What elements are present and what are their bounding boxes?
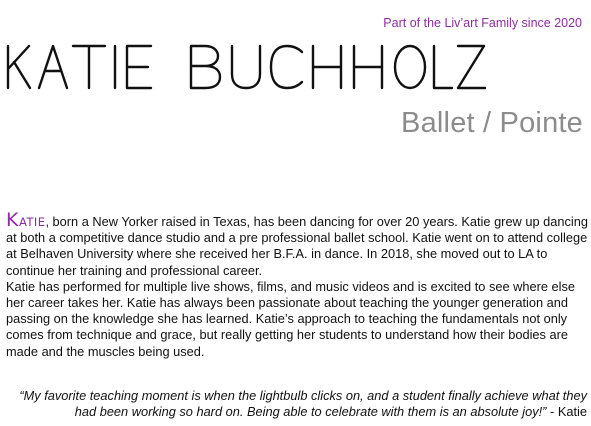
teaching-quote [6, 388, 587, 420]
first-name-rest: ATIE [18, 215, 46, 229]
bio-paragraph-2: Katie has performed for multiple live shows, films, and music videos and is excited to see where else her career takes her. Katie has always been passionate about teaching the younger generation and passing on the knowledge she has learned. Katie’s approach to teaching the fundamentals not only comes from technique and grace, but really getting her students to understand how their bodies are made and the muscles being used. [6, 278, 576, 359]
bio-paragraph-1 [6, 209, 588, 279]
first-name-initial: K [6, 209, 19, 231]
teacher-name-heading [6, 41, 486, 93]
dance-style-subtitle: Ballet / Pointe [401, 107, 583, 139]
bio-paragraph-1-text: , born a New Yorker raised in Texas, has been dancing for over 20 years. Katie grew up dancing at both a competitive dance studio and a pre professional ballet school. Katie went on to attend college at Belhaven University where she received her B.F.A. in dance. In 2018, she moved out to LA to continue her training and professional career. [6, 214, 588, 278]
quote-attribution: - Katie [546, 404, 587, 419]
biography [6, 209, 588, 360]
family-membership-note: Part of the Liv’art Family since 2020 [383, 16, 582, 30]
teacher-name-wordmark [6, 41, 486, 93]
quote-text: “My favorite teaching moment is when the lightbulb clicks on, and a student finally achieve what they had been working so hard on. Being able to celebrate with them is an absolute joy!” [19, 388, 587, 419]
